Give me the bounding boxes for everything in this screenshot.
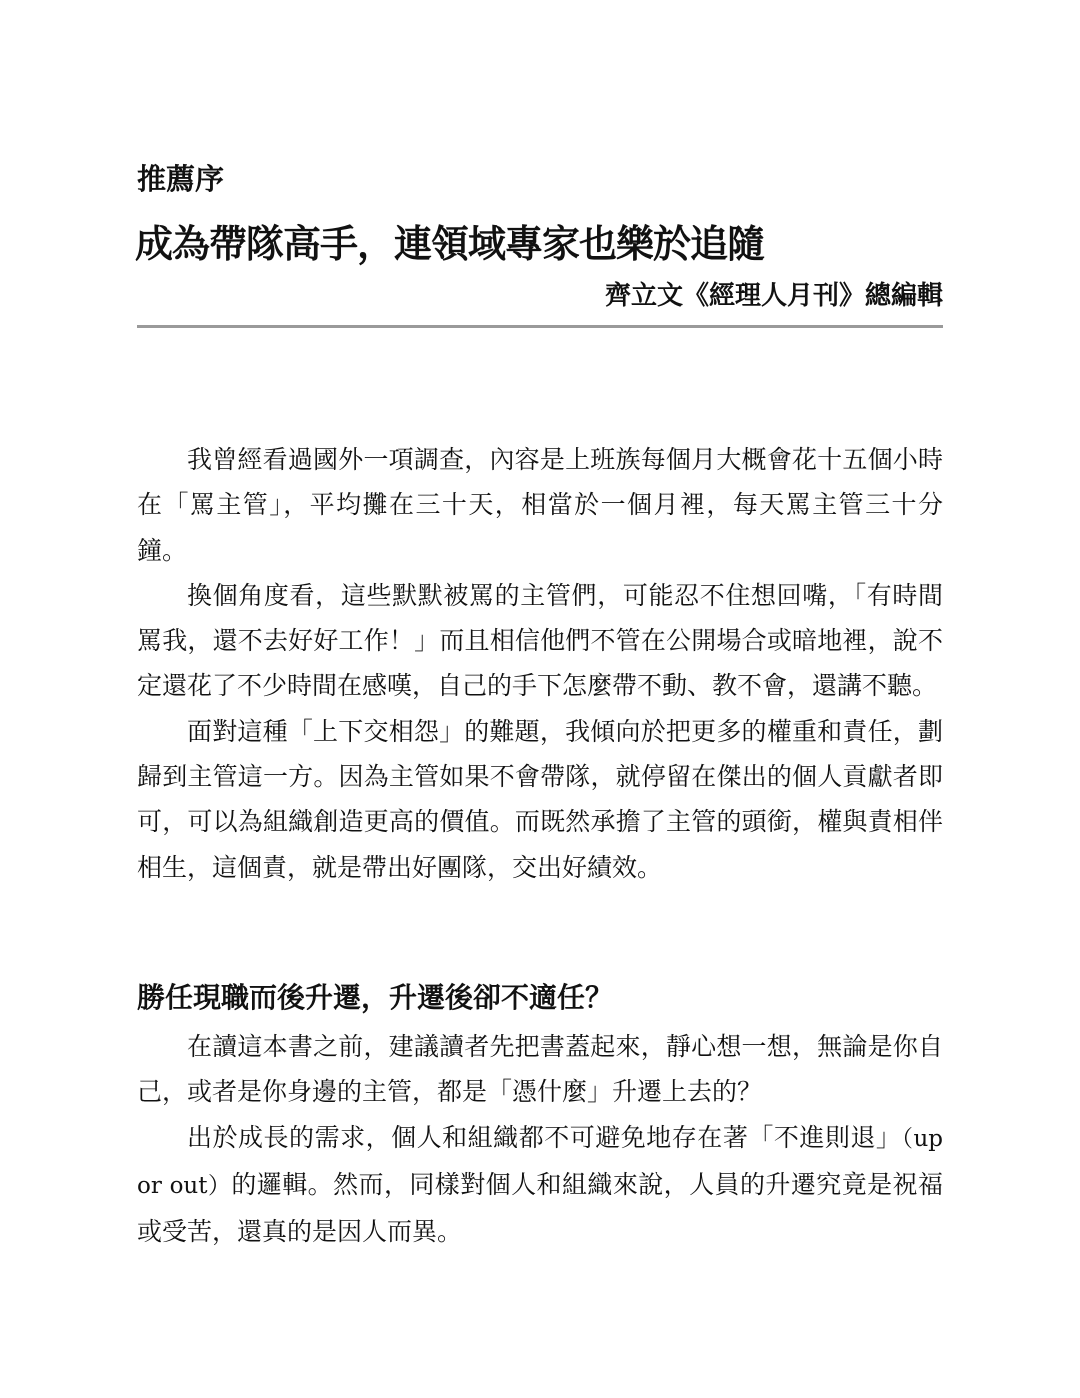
section-2-body	[137, 1024, 943, 1254]
author-credit: 齊立文《經理人月刊》總編輯	[604, 281, 943, 311]
header-divider	[137, 325, 943, 328]
paragraph-3: 面對這種「上下交相怨」的難題，我傾向於把更多的權重和責任，劃歸到主管這一方。因為主管如果不會帶隊，就停留在傑出的個人貢獻者即可，可以為組織創造更高的價值。而既然承擔了主管的頭銜，權與責相伴相生，這個責，就是帶出好團隊，交出好績效。	[137, 716, 943, 882]
paragraph-5	[137, 1115, 943, 1255]
page-title: 成為帶隊高手，連領域專家也樂於追隨	[135, 222, 765, 266]
paragraph-2: 換個角度看，這些默默被罵的主管們，可能忍不住想回嘴，「有時間罵我，還不去好好工作！」而且相信他們不管在公開場合或暗地裡，說不定還花了不少時間在感嘆，自己的手下怎麼帶不動、教不會，還講不聽。	[137, 580, 943, 701]
section-1-body	[137, 437, 943, 890]
paragraph-5-part-1: 出於成長的需求，個人和組織都不可避免地存在著「不進則退」	[187, 1122, 902, 1152]
up-or-out-phrase: （up or out）	[137, 1125, 943, 1199]
section-heading: 勝任現職而後升遷，升遷後卻不適任？	[137, 981, 614, 1014]
preface-label: 推薦序	[137, 162, 225, 196]
paragraph-4: 在讀這本書之前，建議讀者先把書蓋起來，靜心想一想，無論是你自己，或者是你身邊的主管，都是「憑什麼」升遷上去的？	[137, 1032, 943, 1107]
paragraph-1: 我曾經看過國外一項調查，內容是上班族每個月大概會花十五個小時在「罵主管」，平均攤在三十天，相當於一個月裡，每天罵主管三十分鐘。	[137, 445, 943, 565]
paragraph-5-part-2: 的邏輯。然而，同樣對個人和組織來說，人員的升遷究竟是祝福或受苦，還真的是因人而異。	[137, 1169, 943, 1247]
